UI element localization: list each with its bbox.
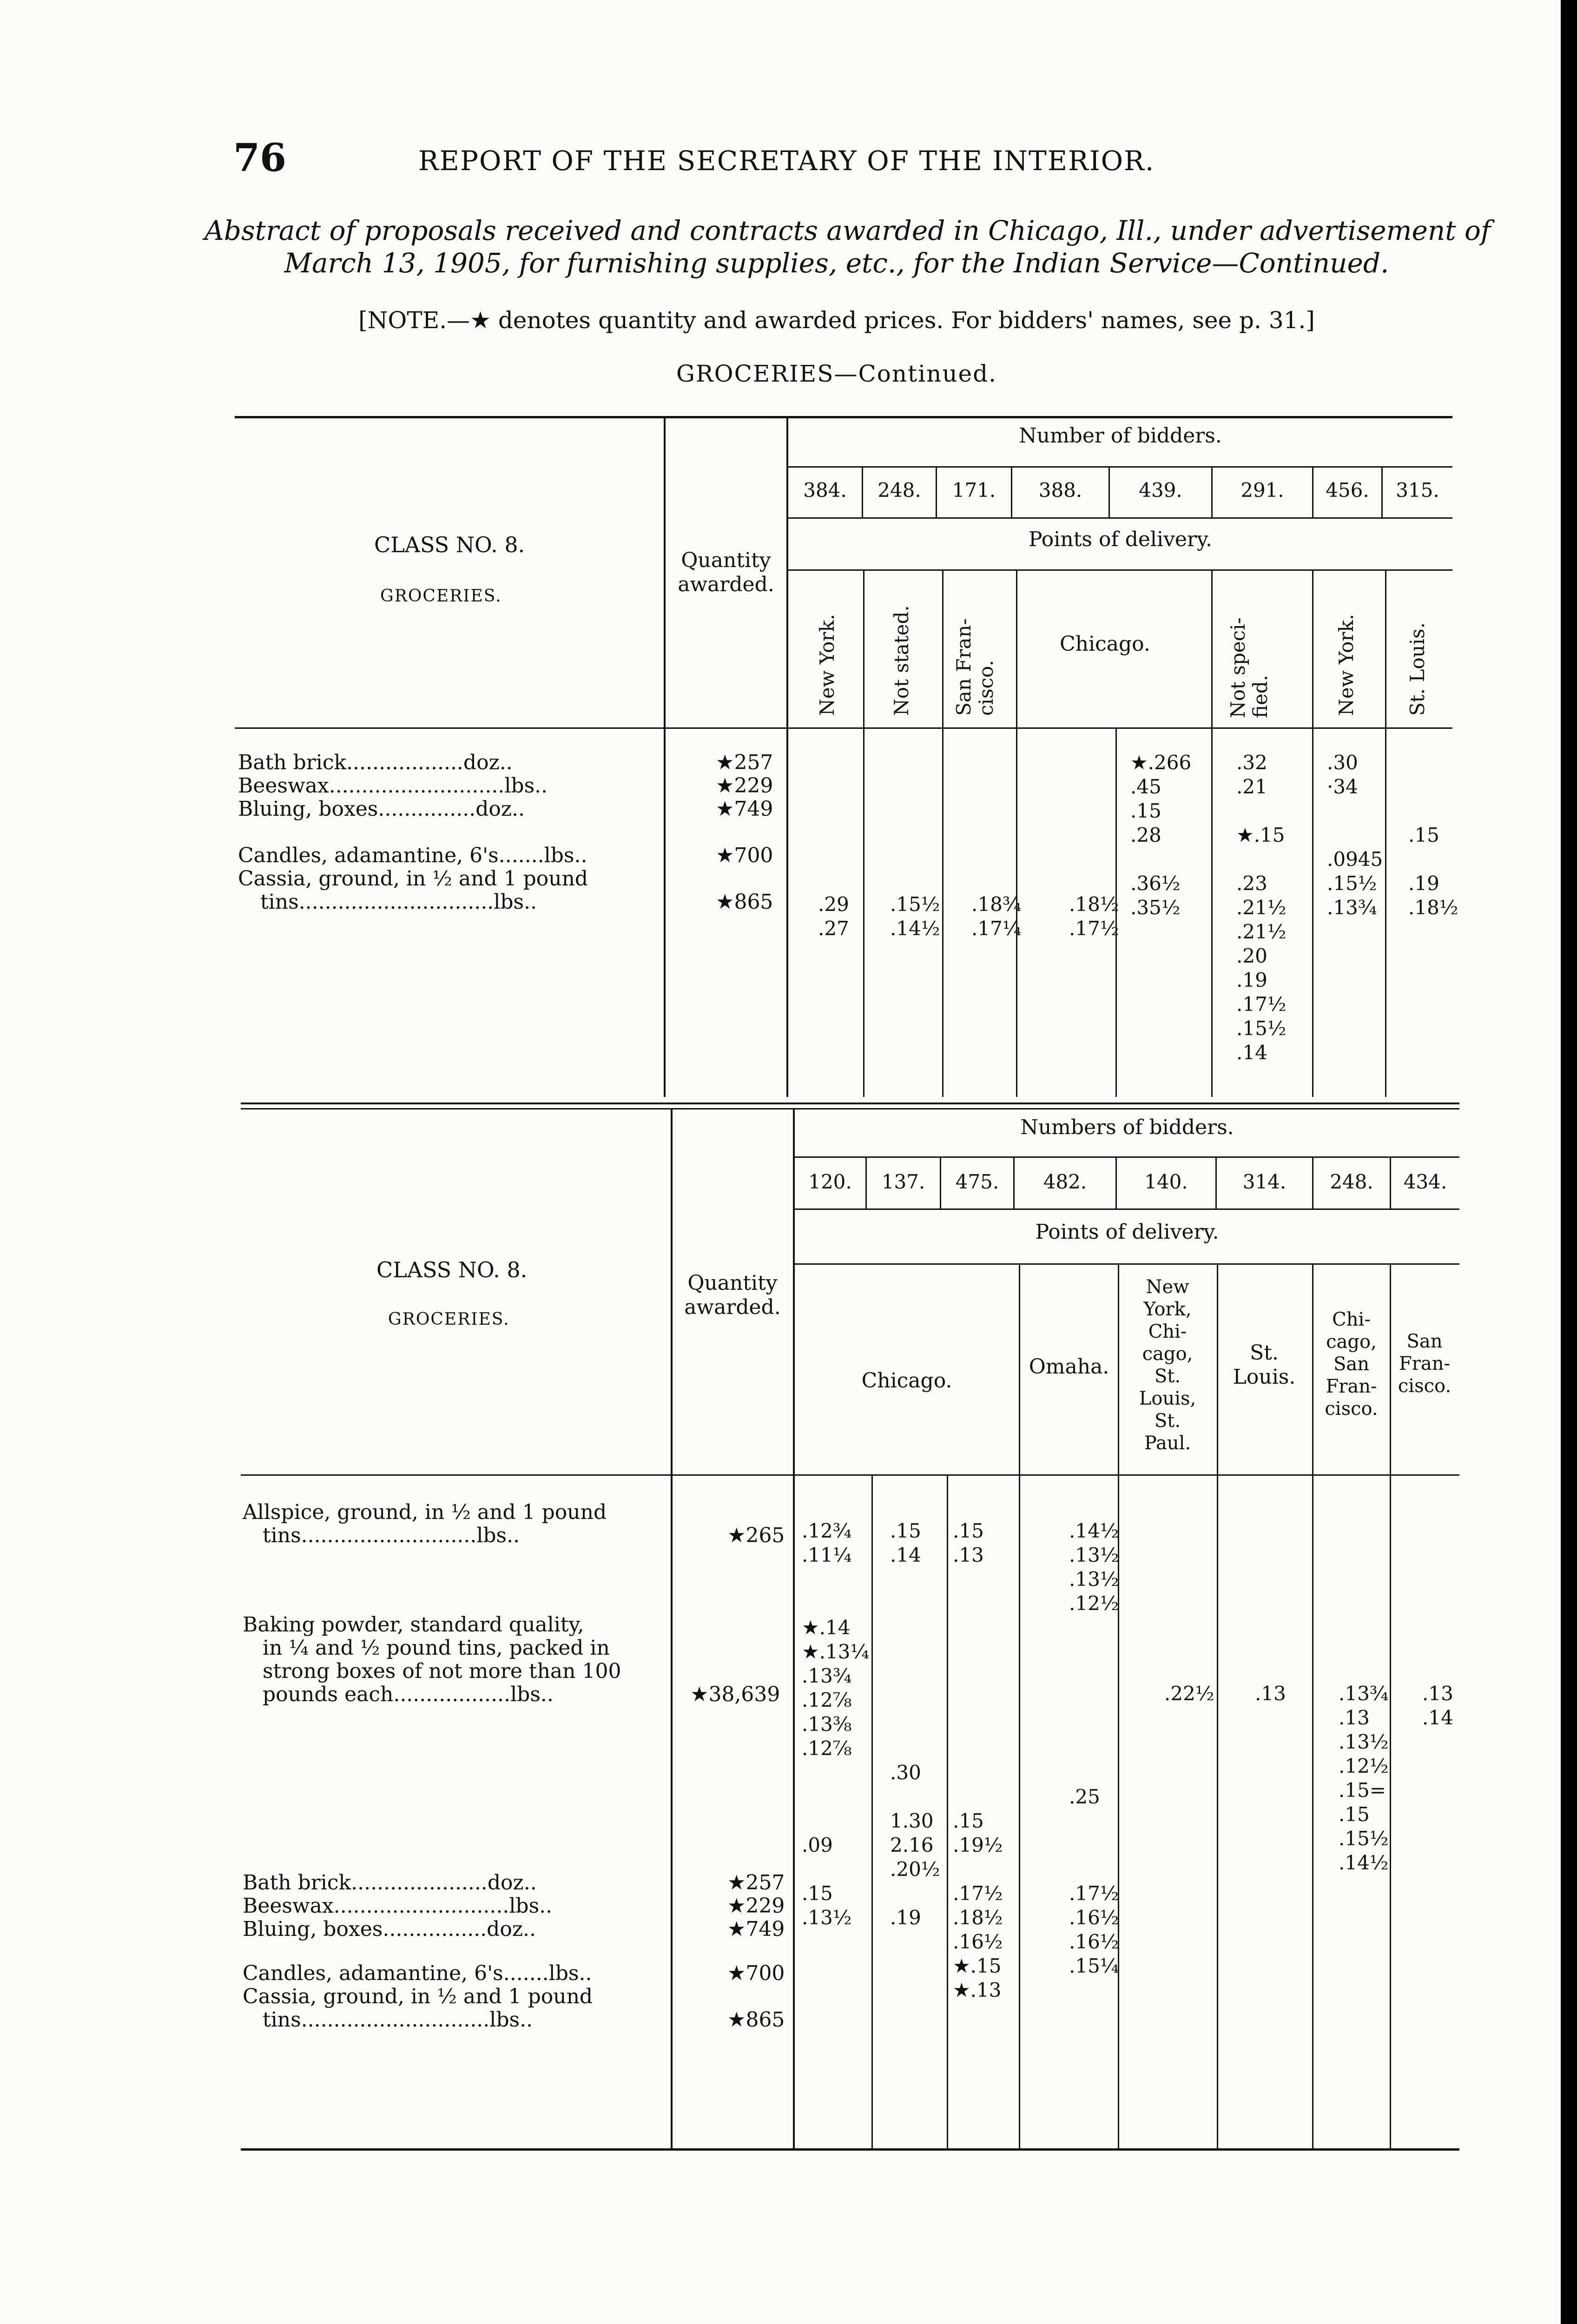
row-item: Bluing, boxes: [238, 797, 378, 821]
t1-bidder-number: 171.: [952, 479, 996, 502]
leader-dots: ..................: [393, 1683, 511, 1706]
t2-bidder-number: 434.: [1403, 1170, 1447, 1193]
row-item: in ¼ and ½ pound tins, packed in: [263, 1636, 610, 1660]
t1-col-sep: [1312, 571, 1313, 1097]
table-row: [243, 1894, 552, 1918]
t2-col-sep: [947, 1476, 948, 2148]
t1-delivery-label: Not stated.: [890, 605, 913, 716]
qty-awarded: ★229: [716, 774, 773, 798]
qty-awarded: ★38,639: [690, 1683, 780, 1706]
row-unit: lbs..: [504, 774, 548, 798]
row-item: Beeswax: [243, 1894, 334, 1918]
row-item: tins: [263, 1524, 301, 1547]
t1-rule-delivery: [788, 569, 1452, 571]
t2-col-sep: [1312, 1265, 1313, 2148]
t2-col-sep: [1019, 1265, 1020, 2148]
t1-vline-qty: [786, 418, 788, 1097]
t2-bidder-number: 314.: [1242, 1170, 1287, 1193]
t2-col-sep: [1390, 1265, 1391, 2148]
price-column: .13¾ .13 .13½ .12½ .15= .15 .15½ .14½: [1339, 1682, 1389, 1874]
price-column: .29 .27: [818, 893, 849, 940]
t1-bidder-number: 248.: [878, 479, 921, 502]
t2-col-sep: [1217, 1265, 1218, 2148]
t2-delivery-label: Chi- cago, San Fran- cisco.: [1325, 1309, 1378, 1419]
leader-dots: ................: [383, 1917, 487, 1941]
row-unit: lbs..: [489, 2008, 533, 2032]
qty-awarded: ★865: [716, 890, 773, 914]
t1-bidder-number: 315.: [1396, 479, 1439, 502]
t2-vline-qty: [793, 1109, 795, 2151]
t1-col-sep: [1211, 571, 1213, 1097]
qty-awarded: ★700: [716, 844, 773, 867]
row-unit: doz..: [487, 1917, 536, 1941]
leader-dots: .......: [503, 1961, 549, 1985]
row-item: strong boxes of not more than 100: [263, 1659, 621, 1683]
row-item: Bluing, boxes: [243, 1917, 383, 1941]
row-unit: doz..: [475, 797, 525, 821]
row-unit: doz..: [463, 751, 513, 774]
t2-top-rule: [241, 1103, 1459, 1104]
t2-bidder-number: 482.: [1043, 1170, 1087, 1193]
price-column: .15 .14 .30 1.30 2.16 .20½ .19: [890, 1519, 940, 1929]
leader-dots: .............................: [301, 2008, 490, 2032]
t1-rule-bidders: [788, 466, 1452, 468]
t1-delivery-label: Chicago.: [1060, 632, 1150, 656]
price-column: .15 .19 .18½: [1408, 824, 1458, 919]
table-row-continued: [263, 1636, 610, 1660]
table-row-continued: [263, 1683, 667, 1706]
t2-delivery-label: Omaha.: [1029, 1355, 1109, 1379]
table-row: [238, 867, 661, 891]
price-column: .13 .14: [1422, 1682, 1453, 1729]
price-column: .15½ .14½: [890, 893, 940, 940]
price-column: .14½ .13½ .13½ .12½ .25 .17½ .16½ .16½ .15¼: [1069, 1519, 1119, 1977]
price-column: .18¾ .17¼: [971, 893, 1022, 940]
price-column: .32 .21 ★.15 .23 .21½ .21½ .20 .19 .17½ .15½ .14: [1236, 751, 1287, 1064]
t2-delivery-label: St. Louis.: [1233, 1341, 1296, 1389]
t2-bidder-number: 120.: [808, 1170, 852, 1193]
t2-class-label: CLASS NO. 8.: [376, 1257, 528, 1282]
table-row: [243, 1613, 584, 1637]
t1-delivery-label: New York.: [1335, 614, 1358, 716]
price-column: .18½ .17½: [1069, 893, 1119, 940]
t1-delivery-label: St. Louis.: [1406, 622, 1429, 716]
table-row-continued: [263, 1659, 621, 1683]
row-unit: lbs..: [548, 1961, 592, 1985]
t2-bidder-number: 248.: [1330, 1170, 1373, 1193]
qty-awarded: ★700: [727, 1961, 785, 1985]
t1-vline-stub: [664, 418, 666, 1097]
t2-class-sub: GROCERIES.: [388, 1310, 510, 1329]
t2-bidders-header: Numbers of bidders.: [1020, 1116, 1234, 1139]
leader-dots: .....................: [351, 1871, 488, 1895]
table-row-continued: [263, 1524, 667, 1547]
price-column: ★.266 .45 .15 .28 .36½ .35½: [1130, 751, 1192, 919]
row-item: Cassia, ground, in ½ and 1 pound: [243, 1985, 593, 2008]
table-row: [243, 1500, 607, 1524]
t1-delivery-label: San Fran- cisco.: [952, 618, 997, 716]
leader-dots: .......: [498, 844, 544, 867]
row-item: Beeswax: [238, 774, 329, 798]
table-row: [238, 751, 661, 774]
table-row: [238, 774, 661, 798]
qty-awarded: ★229: [727, 1894, 785, 1918]
caption-line-1: Abstract of proposals received and contracts awarded in Chicago, Ill., under advertisement of: [205, 215, 1491, 246]
table-row: [243, 1961, 592, 1985]
t2-delivery-label: New York, Chi- cago, St. Louis, St. Paul.: [1139, 1276, 1196, 1454]
price-column: .15 .13 .15 .19½ .17½ .18½ .16½ ★.15 ★.13: [953, 1519, 1003, 2001]
leader-dots: ...........................: [333, 1894, 509, 1918]
t1-qty-header: Quantity awarded.: [678, 548, 774, 596]
t2-rule-bidders: [795, 1156, 1459, 1158]
t2-rule-head: [241, 1474, 1459, 1476]
t1-delivery-header: Points of delivery.: [1028, 528, 1212, 551]
row-unit: lbs..: [494, 890, 537, 914]
t2-rule-numbers: [795, 1208, 1459, 1210]
qty-awarded: ★257: [716, 751, 773, 774]
price-column: .30 ·34 .0945 .15½ .13¾: [1327, 751, 1383, 919]
t2-delivery-label: San Fran- cisco.: [1398, 1331, 1452, 1397]
t1-rule-numbers: [788, 517, 1452, 519]
qty-awarded: ★257: [727, 1871, 785, 1895]
table-row: [243, 1985, 593, 2008]
row-item: tins: [260, 890, 299, 914]
t1-bidder-number: 291.: [1240, 479, 1284, 502]
note: [NOTE.—★ denotes quantity and awarded prices. For bidders' names, see p. 31.]: [358, 307, 1315, 334]
t2-qty-header: Quantity awarded.: [684, 1271, 781, 1319]
price-column: .12¾ .11¼ ★.14 ★.13¼ .13¾ .12⅞ .13⅜ .12⅞ .09 .15 .13½: [802, 1519, 870, 1929]
row-item: Candles, adamantine, 6's: [238, 844, 499, 867]
qty-awarded: ★749: [716, 797, 773, 821]
table-row: [238, 797, 661, 821]
row-item: tins: [263, 2008, 301, 2032]
row-item: Cassia, ground, in ½ and 1 pound: [238, 867, 588, 891]
t2-bidder-number: 140.: [1144, 1170, 1188, 1193]
row-unit: doz..: [487, 1871, 537, 1895]
t1-col-sep: [1385, 571, 1386, 1097]
qty-awarded: ★749: [727, 1917, 785, 1941]
t2-bidder-number: 475.: [955, 1170, 999, 1193]
row-item: Bath brick: [238, 751, 347, 774]
t1-bidder-number: 439.: [1139, 479, 1182, 502]
leader-dots: ...............: [378, 797, 476, 821]
row-item: Baking powder, standard quality,: [243, 1613, 584, 1637]
leader-dots: ...........................: [329, 774, 505, 798]
t1-delivery-label: New York.: [816, 614, 838, 716]
t1-top-rule: [235, 416, 1452, 418]
page-number: 76: [233, 136, 287, 180]
t2-rule-delivery: [795, 1263, 1459, 1265]
t1-class-label: CLASS NO. 8.: [374, 532, 525, 557]
t2-col-sep: [871, 1476, 873, 2148]
price-column: .22½: [1164, 1682, 1214, 1705]
table-row: [243, 1917, 536, 1941]
leader-dots: ..............................: [298, 890, 494, 914]
running-title: REPORT OF THE SECRETARY OF THE INTERIOR.: [418, 145, 1155, 177]
t2-delivery-label: Chicago.: [861, 1369, 952, 1393]
row-item: Bath brick: [243, 1871, 351, 1895]
t2-delivery-header: Points of delivery.: [1035, 1220, 1219, 1244]
section-heading: GROCERIES—Continued.: [676, 360, 997, 387]
table-row: [243, 1871, 537, 1895]
row-unit: lbs..: [544, 844, 587, 867]
t1-class-sub: GROCERIES.: [380, 587, 502, 606]
qty-awarded: ★865: [727, 2008, 785, 2032]
row-item: Allspice, ground, in ½ and 1 pound: [243, 1500, 607, 1524]
t1-bidders-header: Number of bidders.: [1019, 424, 1222, 448]
t1-bidder-number: 384.: [803, 479, 847, 502]
row-item: Candles, adamantine, 6's: [243, 1961, 503, 1985]
t2-vline-stub: [671, 1109, 673, 2151]
table-row-continued: [260, 890, 661, 914]
row-item: pounds each: [263, 1683, 394, 1706]
t1-rule-head: [235, 727, 1452, 729]
t2-bidder-number: 137.: [881, 1170, 925, 1193]
leader-dots: ..................: [346, 751, 463, 774]
row-unit: lbs..: [476, 1524, 520, 1547]
t2-top-rule-2: [241, 1108, 1459, 1109]
t1-col-sep: [942, 571, 944, 1097]
table-row-continued: [263, 2008, 667, 2032]
t1-delivery-label: Not speci- fied.: [1227, 617, 1272, 718]
price-column: .13: [1255, 1682, 1286, 1705]
row-unit: lbs..: [510, 1683, 554, 1706]
leader-dots: ...........................: [301, 1524, 477, 1547]
t1-col-sep: [863, 571, 864, 1097]
caption-line-2: March 13, 1905, for furnishing supplies, etc., for the Indian Service—Continued.: [284, 247, 1389, 279]
t1-bidder-number: 388.: [1038, 479, 1082, 502]
table-row: [238, 844, 661, 867]
qty-awarded: ★265: [727, 1524, 785, 1547]
t1-bidder-number: 456.: [1326, 479, 1369, 502]
t2-bottom-rule: [241, 2148, 1459, 2151]
row-unit: lbs..: [509, 1894, 553, 1918]
